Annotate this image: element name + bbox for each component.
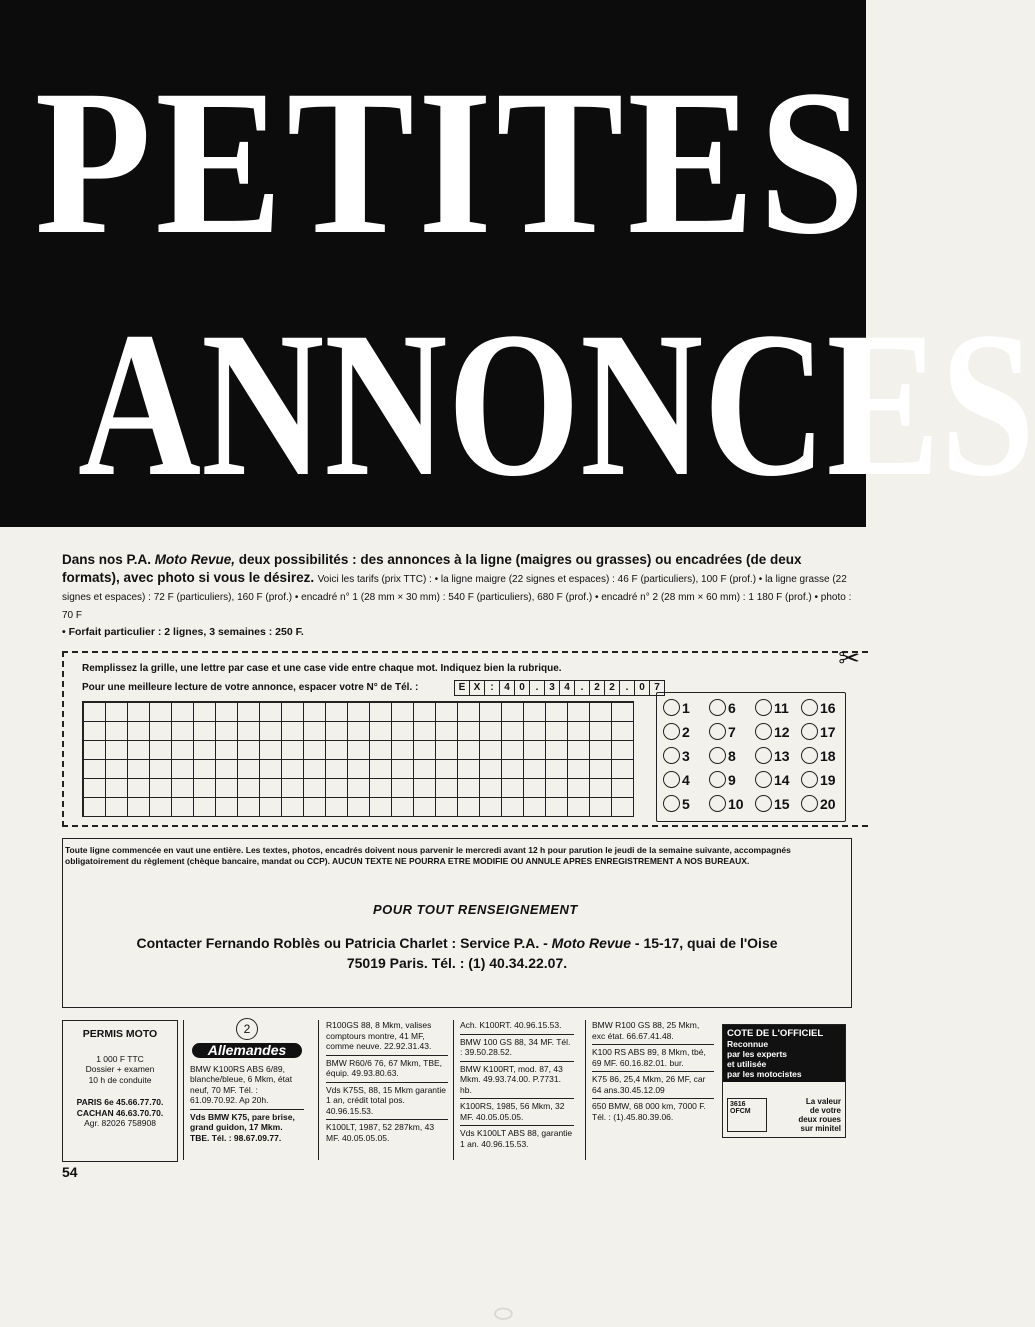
rubrique-number: 9 <box>728 771 736 788</box>
cote-title: COTE DE L'OFFICIEL <box>727 1028 824 1039</box>
rubrique-number: 2 <box>682 723 690 740</box>
intro-lead-b: deux possibilités : des annonces à la ligne (maigres ou grasses) ou encadrées (de deux formats), avec photo si vous le désirez. <box>62 552 802 585</box>
rubrique-option[interactable] <box>755 747 790 764</box>
tel-cell: E <box>454 680 470 696</box>
ad-item: Ach. K100RT. 40.96.15.53. <box>460 1018 574 1035</box>
tel-cell: . <box>529 680 545 696</box>
pour-tout-renseignement: POUR TOUT RENSEIGNEMENT <box>373 902 578 917</box>
tel-hint: Pour une meilleure lecture de votre annonce, espacer votre N° de Tél. : <box>82 682 419 693</box>
column-divider <box>183 1020 184 1160</box>
minitel-code: 3616 OFCM <box>730 1101 751 1115</box>
contact-magazine: Moto Revue <box>551 935 632 951</box>
radio-circle-icon[interactable] <box>755 771 772 788</box>
rubrique-number: 2 <box>236 1018 258 1040</box>
radio-circle-icon[interactable] <box>801 771 818 788</box>
radio-circle-icon[interactable] <box>709 723 726 740</box>
rubrique-label: Allemandes <box>192 1043 302 1058</box>
ad-item: R100GS 88, 8 Mkm, valises comptours montre, 41 MF, comme neuve. 22.92.31.43. <box>326 1018 448 1056</box>
permis-phone: CACHAN 46.63.70.70. <box>76 1107 164 1118</box>
rubrique-option[interactable] <box>709 795 744 812</box>
rubrique-option[interactable] <box>801 723 836 740</box>
page-number: 54 <box>62 1164 78 1180</box>
cote-sub: et utilisée <box>727 1059 767 1069</box>
rubrique-option[interactable] <box>801 771 836 788</box>
radio-circle-icon[interactable] <box>801 699 818 716</box>
title-banner <box>0 0 1035 527</box>
letter-grid[interactable] <box>82 701 634 817</box>
rubrique-option[interactable] <box>709 771 736 788</box>
cote-sub: Reconnue <box>727 1039 769 1049</box>
radio-circle-icon[interactable] <box>709 771 726 788</box>
conditions-text: Toute ligne commencée en vaut une entière. Les textes, photos, encadrés doivent nous parvenir le mercredi avant 12 h pour parution le jeudi de la semaine suivante, accompagnés obligatoirement du règlement (chèque bancaire, mandat ou CCP). AUCUN TEXTE NE POURRA ETRE MODIFIE OU ANNULE APRES ENREGISTREMENT A NOS BUREAUX. <box>65 845 791 866</box>
permis-moto-ad <box>62 1020 178 1162</box>
ad-item: Vds BMW K75, pare brise, grand guidon, 17 Mkm. TBE. Tél. : 98.67.09.77. <box>190 1111 295 1143</box>
column-divider <box>585 1020 586 1160</box>
permis-phone: PARIS 6e 45.66.77.70. <box>76 1097 164 1107</box>
tel-example <box>454 680 664 696</box>
radio-circle-icon[interactable] <box>801 723 818 740</box>
radio-circle-icon[interactable] <box>709 699 726 716</box>
cote-valeur: deux roues <box>798 1115 841 1124</box>
contact-a: Contacter Fernando Roblès ou Patricia Charlet : Service P.A. - <box>136 935 552 951</box>
permis-detail: 10 h de conduite <box>88 1074 152 1085</box>
radio-circle-icon[interactable] <box>801 795 818 812</box>
radio-circle-icon[interactable] <box>663 771 680 788</box>
permis-agr: Agr. 82026 758908 <box>84 1118 156 1128</box>
radio-circle-icon[interactable] <box>663 795 680 812</box>
watermark-logo: ⬭ <box>494 1301 513 1326</box>
rubrique-number: 10 <box>728 795 744 812</box>
column-divider <box>453 1020 454 1160</box>
rubrique-number: 11 <box>774 699 789 716</box>
tel-cell: 2 <box>589 680 605 696</box>
rubrique-number: 3 <box>682 747 690 764</box>
rubrique-number: 15 <box>774 795 790 812</box>
rubrique-option[interactable] <box>663 771 690 788</box>
scissors-icon: ✂ <box>838 643 860 673</box>
radio-circle-icon[interactable] <box>755 747 772 764</box>
rubrique-number: 1 <box>682 699 690 716</box>
contact-c: 75019 Paris. Tél. : (1) 40.34.22.07. <box>346 955 568 971</box>
rubrique-number: 4 <box>682 771 690 788</box>
rubrique-option[interactable] <box>801 747 836 764</box>
rubrique-number: 18 <box>820 747 836 764</box>
ad-item: BMW K100RT, mod. 87, 43 Mkm. 49.93.74.00. P.7731. hb. <box>460 1062 574 1100</box>
radio-circle-icon[interactable] <box>755 723 772 740</box>
radio-circle-icon[interactable] <box>801 747 818 764</box>
permis-title: PERMIS MOTO <box>82 1028 158 1040</box>
rubrique-option[interactable] <box>801 795 836 812</box>
radio-circle-icon[interactable] <box>709 747 726 764</box>
intro-lead-a: Dans nos P.A. <box>62 552 155 567</box>
tel-cell: 7 <box>649 680 665 696</box>
rubrique-number: 8 <box>728 747 736 764</box>
ad-item: 650 BMW, 68 000 km, 7000 F. Tél. : (1).45.80.39.06. <box>592 1101 706 1122</box>
intro-tarifs: Voici les tarifs (prix TTC) : • la ligne maigre (22 signes et espaces) : 46 F (particuliers), 100 F (prof.) • la ligne grasse (22 signes et espaces) : 72 F (particuliers), 160 F (prof.) • encadré n° 1 (28 mm × 30 mm) : 540 F (particuliers), 680 F (prof.) • encadré n° 2 (28 mm × 60 mm) : 1 180 F (prof.) • photo : 70 F <box>62 574 852 621</box>
ad-item: BMW 100 GS 88, 34 MF. Tél. : 39.50.28.52. <box>460 1035 574 1062</box>
permis-detail: 1 000 F TTC <box>96 1053 144 1064</box>
intro-magazine: Moto Revue, <box>154 552 236 567</box>
radio-circle-icon[interactable] <box>663 747 680 764</box>
radio-circle-icon[interactable] <box>663 723 680 740</box>
ad-item: BMW K100RS ABS 6/89, blanche/bleue, 6 Mkm, état neuf, 70 MF. Tél. : 61.09.70.92. Ap 20h. <box>190 1062 304 1110</box>
minitel-icon <box>727 1098 767 1132</box>
rubrique-number: 7 <box>728 723 736 740</box>
ad-item: BMW R100 GS 88, 25 Mkm, exc état. 66.67.41.48. <box>592 1018 714 1045</box>
ad-item: Vds K100LT ABS 88, garantie 1 an. 40.96.15.53. <box>460 1128 573 1149</box>
ad-item: Vds K75S, 88, 15 Mkm garantie 1 an, crédit total pos. 40.96.15.53. <box>326 1083 448 1121</box>
ad-item: K100LT, 1987, 52 287km, 43 MF. 40.05.05.05. <box>326 1122 435 1143</box>
rubrique-number: 19 <box>820 771 836 788</box>
rubrique-number: 13 <box>774 747 790 764</box>
ads-column-4 <box>460 1018 574 1152</box>
ads-column-3 <box>326 1018 448 1146</box>
tel-cell: : <box>484 680 500 696</box>
rubrique-option[interactable] <box>709 747 736 764</box>
contact-info <box>73 933 841 973</box>
tel-cell: 3 <box>544 680 560 696</box>
rubrique-option[interactable] <box>755 699 789 716</box>
radio-circle-icon[interactable] <box>663 699 680 716</box>
rubrique-option[interactable] <box>663 723 690 740</box>
permis-detail: Dossier + examen <box>85 1064 155 1074</box>
radio-circle-icon[interactable] <box>755 699 772 716</box>
rubrique-number: 5 <box>682 795 690 812</box>
cote-valeur: sur minitel <box>800 1124 841 1133</box>
forfait-text: • Forfait particulier : 2 lignes, 3 semaines : 250 F. <box>62 626 304 638</box>
rubrique-option[interactable] <box>663 747 690 764</box>
form-instruction: Remplissez la grille, une lettre par case et une case vide entre chaque mot. Indiquez bien la rubrique. <box>82 663 562 674</box>
contact-b: - 15-17, quai de l'Oise <box>631 935 778 951</box>
cote-officiel-ad <box>722 1024 846 1138</box>
tel-cell: 0 <box>634 680 650 696</box>
tel-cell: . <box>619 680 635 696</box>
tel-cell: . <box>574 680 590 696</box>
rubrique-number: 20 <box>820 795 836 812</box>
rubrique-option[interactable] <box>755 795 790 812</box>
rubrique-option[interactable] <box>755 723 790 740</box>
tel-cell: X <box>469 680 485 696</box>
ad-item: K100RS, 1985, 56 Mkm, 32 MF. 40.05.05.05. <box>460 1099 574 1126</box>
radio-circle-icon[interactable] <box>709 795 726 812</box>
intro-text <box>62 551 862 624</box>
conditions-box <box>62 838 852 1008</box>
title-line-1: PETITES <box>34 47 869 277</box>
ad-item: K100 RS ABS 89, 8 Mkm, tbé, 69 MF. 60.16.82.01. bur. <box>592 1045 714 1072</box>
tel-cell: 2 <box>604 680 620 696</box>
tel-cell: 0 <box>514 680 530 696</box>
cote-valeur: La valeur <box>805 1097 841 1106</box>
rubrique-option[interactable] <box>663 795 690 812</box>
rubrique-number: 16 <box>820 699 836 716</box>
cote-sub: par les experts <box>727 1049 788 1059</box>
rubrique-number: 12 <box>774 723 790 740</box>
rubrique-number: 6 <box>728 699 736 716</box>
rubrique-option[interactable] <box>801 699 836 716</box>
rubrique-option[interactable] <box>709 723 736 740</box>
tel-cell: 4 <box>559 680 575 696</box>
rubrique-number: 17 <box>820 723 836 740</box>
title-line-2: ANNONCES <box>77 289 1035 519</box>
classified-ads <box>62 1018 866 1164</box>
tel-cell: 4 <box>499 680 515 696</box>
ad-item: BMW R60/6 76, 67 Mkm, TBE, équip. 49.93.80.63. <box>326 1056 448 1083</box>
column-divider <box>318 1020 319 1160</box>
rubrique-number: 14 <box>774 771 790 788</box>
ad-item: K75 86, 25,4 Mkm, 26 MF, car 64 ans.30.45.12.09 <box>592 1072 714 1099</box>
rubrique-selector <box>656 692 846 822</box>
rubrique-option[interactable] <box>663 699 690 716</box>
allemandes-column <box>190 1018 304 1146</box>
cote-sub: par les motocistes <box>727 1069 802 1079</box>
rubrique-option[interactable] <box>709 699 736 716</box>
rubrique-option[interactable] <box>755 771 790 788</box>
cote-valeur: de votre <box>809 1106 841 1115</box>
ads-column-5 <box>592 1018 714 1125</box>
radio-circle-icon[interactable] <box>755 795 772 812</box>
